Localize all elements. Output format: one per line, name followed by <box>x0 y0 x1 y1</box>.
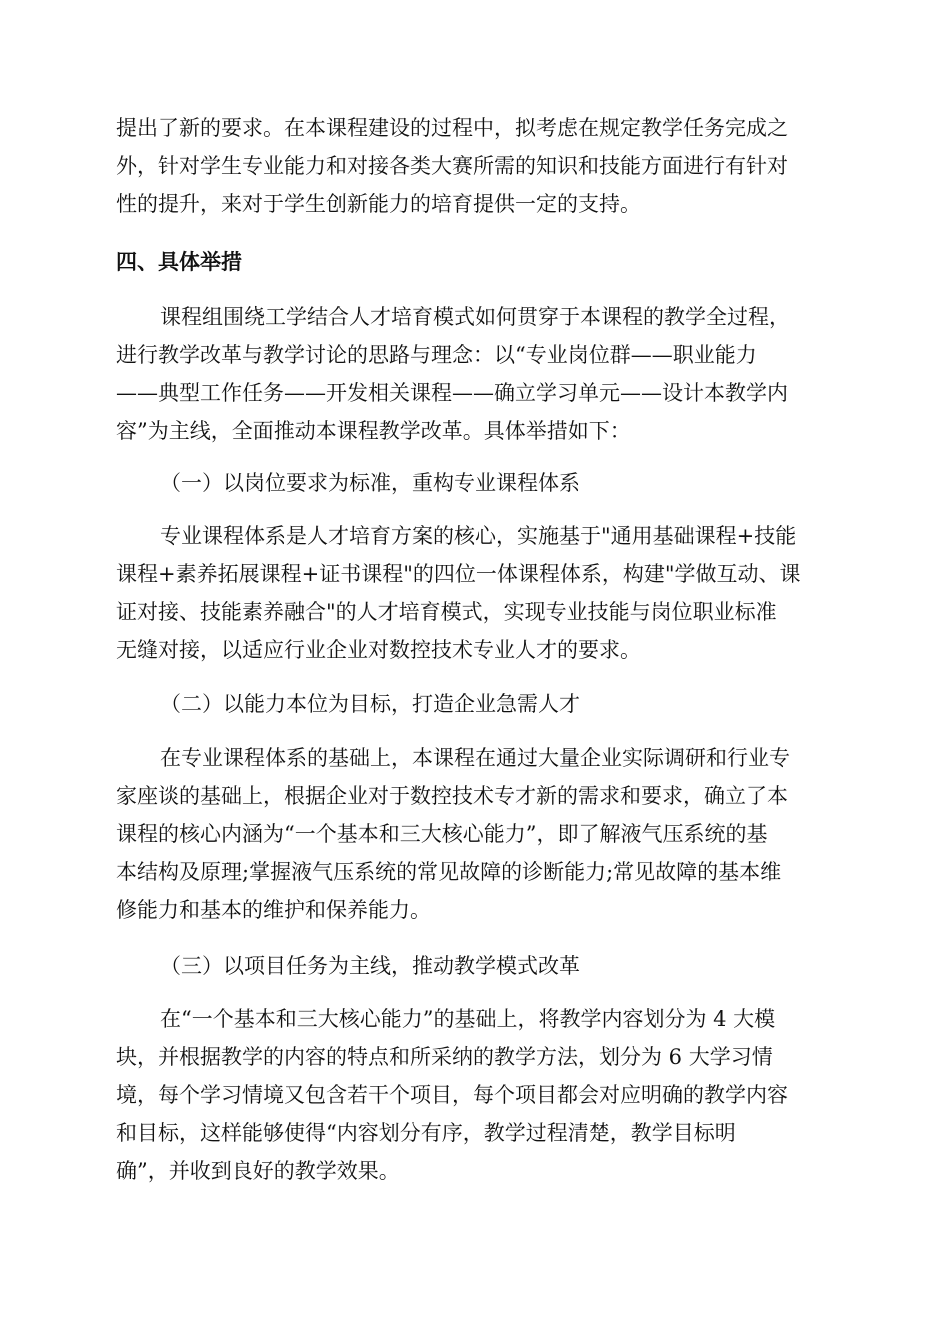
subsection-2-line-4: 本结构及原理;掌握液气压系统的常见故障的诊断能力;常见故障的基本维 <box>116 860 782 884</box>
subsection-2-line-1: 在专业课程体系的基础上，本课程在通过大量企业实际调研和行业专 <box>160 746 790 770</box>
subsection-1-heading: （一）以岗位要求为标准，重构专业课程体系 <box>160 471 580 495</box>
subsection-2-heading: （二）以能力本位为目标，打造企业急需人才 <box>160 692 580 716</box>
subsection-2-line-3: 课程的核心内涵为“一个基本和三大核心能力”，即了解液气压系统的基 <box>116 822 768 846</box>
subsection-3-line-3: 境，每个学习情境又包含若干个项目，每个项目都会对应明确的教学内容 <box>116 1083 788 1107</box>
subsection-1-line-3: 证对接、技能素养融合"的人才培育模式，实现专业技能与岗位职业标准 <box>116 600 777 624</box>
subsection-3-heading: （三）以项目任务为主线，推动教学模式改革 <box>160 954 580 978</box>
section-intro-line-3: ——典型工作任务——开发相关课程——确立学习单元——设计本教学内 <box>116 381 788 405</box>
section-intro-line-4: 容”为主线，全面推动本课程教学改革。具体举措如下： <box>116 419 631 443</box>
subsection-2-line-5: 修能力和基本的维护和保养能力。 <box>116 898 431 922</box>
intro-line-3: 性的提升，来对于学生创新能力的培育提供一定的支持。 <box>116 192 641 216</box>
section-heading: 四、具体举措 <box>116 250 242 274</box>
subsection-3-line-5: 确”，并收到良好的教学效果。 <box>116 1159 400 1183</box>
subsection-1-line-2: 课程+素养拓展课程+证书课程"的四位一体课程体系，构建"学做互动、课 <box>116 562 801 586</box>
section-intro-line-2: 进行教学改革与教学讨论的思路与理念：以“专业岗位群——职业能力 <box>116 343 757 367</box>
subsection-3-line-2: 块，并根据教学的内容的特点和所采纳的教学方法，划分为 6 大学习情 <box>116 1045 773 1069</box>
subsection-1-line-1: 专业课程体系是人才培育方案的核心，实施基于"通用基础课程+技能 <box>160 524 797 548</box>
intro-line-1: 提出了新的要求。在本课程建设的过程中，拟考虑在规定教学任务完成之 <box>116 116 788 140</box>
subsection-3-line-1: 在“一个基本和三大核心能力”的基础上，将教学内容划分为 4 大模 <box>160 1007 776 1031</box>
subsection-2-line-2: 家座谈的基础上，根据企业对于数控技术专才新的需求和要求，确立了本 <box>116 784 788 808</box>
subsection-3-line-4: 和目标，这样能够使得“内容划分有序，教学过程清楚，教学目标明 <box>116 1121 736 1145</box>
section-intro-line-1: 课程组围绕工学结合人才培育模式如何贯穿于本课程的教学全过程， <box>160 305 790 329</box>
subsection-1-line-4: 无缝对接，以适应行业企业对数控技术专业人才的要求。 <box>116 638 641 662</box>
intro-line-2: 外，针对学生专业能力和对接各类大赛所需的知识和技能方面进行有针对 <box>116 154 788 178</box>
